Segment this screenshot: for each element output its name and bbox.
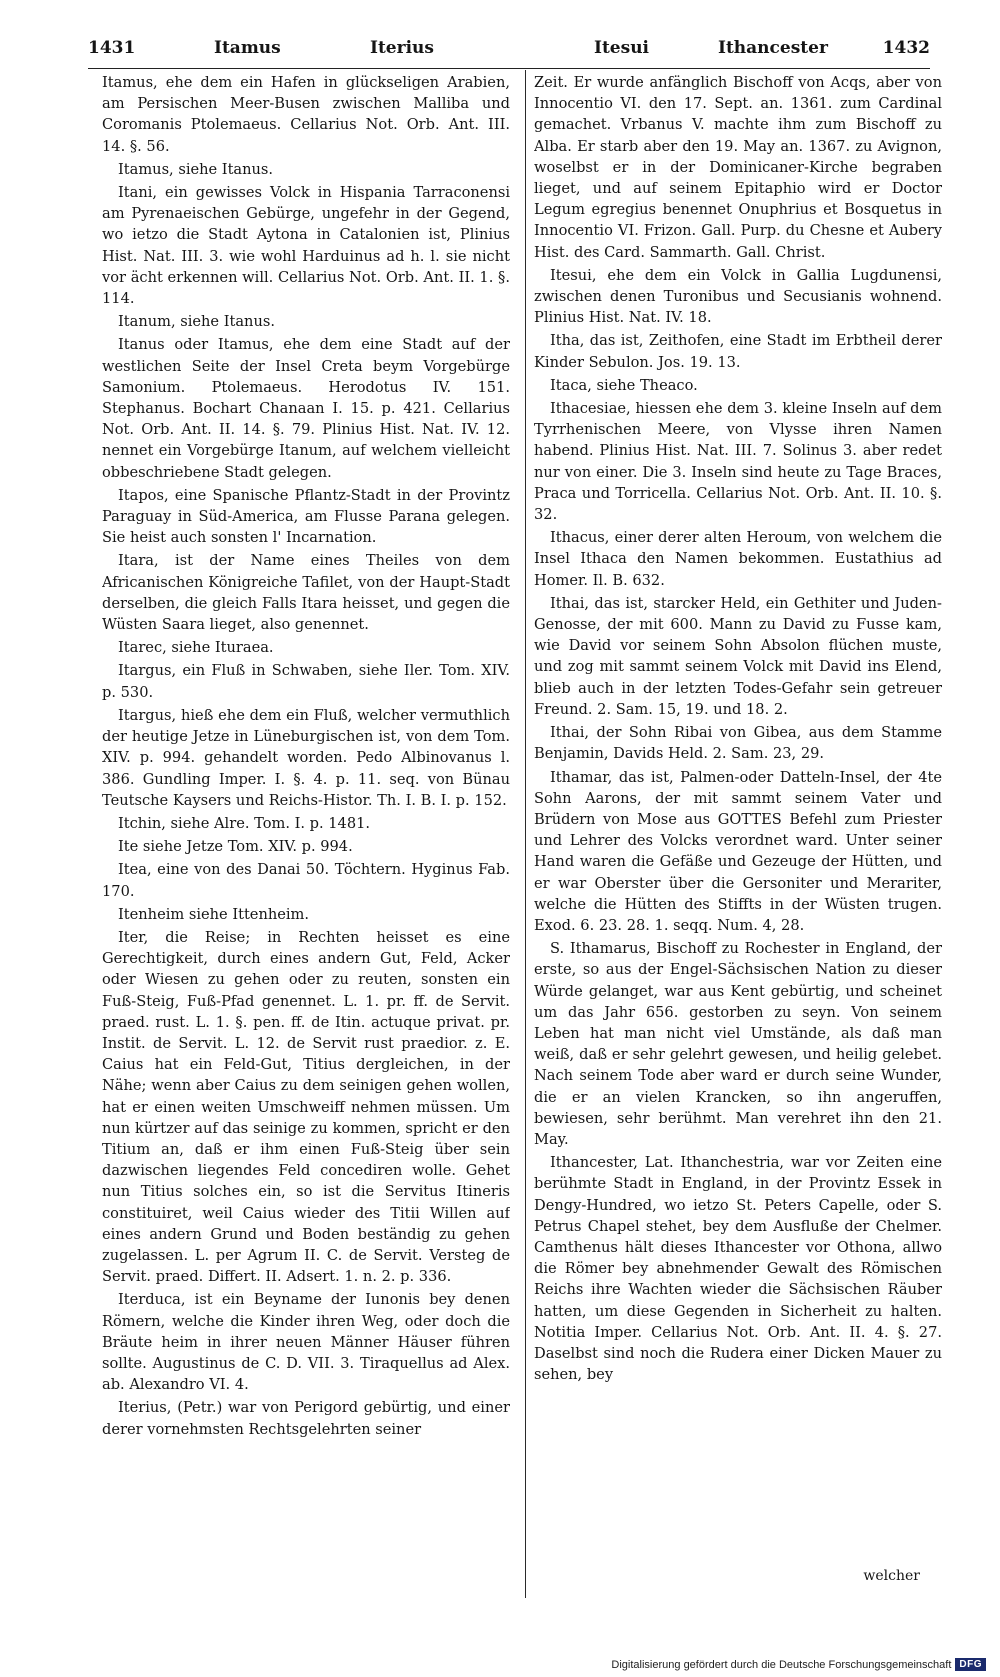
entry: Itanum, siehe Itanus. [118,313,275,331]
entry: Ithacesiae, hiessen ehe dem 3. kleine Inseln auf dem Tyrrhenischen Meere, von Vlysse ihren Namen habend. Plinius Hist. Nat. III. 7. Solinus 3. aber redet nur von einer. Die 3. Inseln sind heute zu Tage Braces, Praca und Torricella. Cellarius Not. Orb. Ant. II. 10. §. 32. [534,400,942,524]
entry: Ithamar, das ist, Palmen-oder Datteln-Insel, der 4te Sohn Aarons, der mit sammt seinem Vater und Brüdern von Mose aus GOTTES Befehl zum Priester und Lehrer des Volcks verordnet ward. Unter seiner Hand waren die Gefäße und Gezeuge der Hütten, und er war Oberster über die Gersoniter und Merariter, welche die Hütten des Stiffts in der Wüsten trugen. Exod. 6. 23. 28. 1. seqq. Num. 4, 28. [534,768,942,934]
entry: Itargus, ein Fluß in Schwaben, siehe Iler. Tom. XIV. p. 530. [102,662,510,701]
entry: Itha, das ist, Zeithofen, eine Stadt im Erbtheil derer Kinder Sebulon. Jos. 19. 13. [534,332,942,371]
entry: Itenheim siehe Ittenheim. [118,905,310,923]
entry: Itamus, ehe dem ein Hafen in glückseligen Arabien, am Persischen Meer-Busen zwischen Malliba und Coromanis Ptolemaeus. Cellarius Not. Orb. Ant. III. 14. §. 56. [102,74,510,155]
entry: Itaca, siehe Theaco. [550,376,698,394]
entry: Ithacus, einer derer alten Heroum, von welchem die Insel Ithaca den Namen bekommen. Eustathius ad Homer. Il. B. 632. [534,529,942,589]
entry: Itapos, eine Spanische Pflantz-Stadt in der Provintz Paraguay in Süd-America, am Flusse Parana gelegen. Sie heist auch sonsten l' Incarnation. [102,486,510,547]
header-keyword-3: Itesui [594,38,650,58]
entry: Itchin, siehe Alre. Tom. I. p. 1481. [118,814,371,832]
entry: S. Ithamarus, Bischoff zu Rochester in England, der erste, so aus der Engel-Sächsischen Nation zu dieser Würde gelanget, war aus Kent gebürtig, und scheinet um das Jahr 656. gestorben zu seyn. Von seinem Leben hat man nicht viel Umstände, als daß man weiß, daß er sehr gelehrt gewesen, und heilig gelebet. Nach seinem Tode aber ward er durch seine Wunder, die er an vielen Krancken, so ihn angeruffen, bewiesen, sehr berühmt. Man verehret ihn den 21. May. [534,940,942,1148]
entry: Ithai, der Sohn Ribai von Gibea, aus dem Stamme Benjamin, Davids Held. 2. Sam. 23, 29. [534,724,942,763]
running-header [88,34,930,68]
credit-text: Digitalisierung gefördert durch die Deutsche Forschungsgemeinschaft [611,1658,952,1671]
entry: Itara, ist der Name eines Theiles von dem Africanischen Königreiche Tafilet, von der Haupt-Stadt derselben, die gleich Falls Itara heisset, und gegen die Wüsten Saara lieget, also genennet. [102,552,510,634]
header-keyword-4: Ithancester [718,38,828,58]
entry: Zeit. Er wurde anfänglich Bischoff von Acqs, aber von Innocentio VI. den 17. Sept. an. 1361. zum Cardinal gemachet. Vrbanus V. machte ihm zum Bischoff zu Alba. Er starb aber den 19. May an. 1367. zu Avignon, woselbst er in der Dominicaner-Kirche begraben lieget, und auf seinem Epitaphio wird er Doctor Legum egregius benennet Onuphrius et Bosquetus in Innocentio VI. Frizon. Gall. Purp. du Chesne et Aubery Hist. des Card. Sammarth. Gall. Christ. [534,74,942,261]
column-divider [525,70,526,1598]
right-column [534,72,942,1594]
entry: Itargus, hieß ehe dem ein Fluß, welcher vermuthlich der heutige Jetze in Lüneburgischen ist, von dem Tom. XIV. p. 994. gehandelt worden. Pedo Albinovanus l. 386. Gundling Imper. I. §. 4. p. 11. seq. von Bünau Teutsche Kaysers und Reichs-Histor. Th. I. B. I. p. 152. [102,706,510,809]
page-number-right: 1432 [882,38,930,58]
header-keyword-2: Iterius [370,38,434,58]
entry: Ithai, das ist, starcker Held, ein Gethiter und Juden-Genosse, der mit 600. Mann zu David zu Fusse kam, wie David vor seinem Sohn Absolon flüchen muste, und zog mit sammt seinem Volck mit David ins Elend, blieb auch in der letzten Todes-Gefahr sein getreuer Freund. 2. Sam. 15, 19. und 18. 2. [534,594,942,718]
entry: Iterius, (Petr.) war von Perigord gebürtig, und einer derer vornehmsten Rechtsgelehrten seiner [102,1399,510,1438]
entry: Itea, eine von des Danai 50. Töchtern. Hyginus Fab. 170. [102,861,510,900]
entry: Itamus, siehe Itanus. [118,160,274,178]
header-rule [88,68,930,69]
digitization-credit [611,1658,986,1671]
entry: Itesui, ehe dem ein Volck in Gallia Lugdunensi, zwischen denen Turonibus und Secusianis wohnend. Plinius Hist. Nat. IV. 18. [534,266,942,327]
entry: Itani, ein gewisses Volck in Hispania Tarraconensi am Pyrenaeischen Gebürge, ungefehr in der Gegend, wo ietzo die Stadt Aytona in Catalonien ist, Plinius Hist. Nat. III. 3. wie wohl Harduinus ad h. l. sie nicht vor ächt erkennen will. Cellarius Not. Orb. Ant. II. 1. §. 114. [102,184,510,308]
header-keyword-1: Itamus [214,38,281,58]
entry: Iter, die Reise; in Rechten heisset es eine Gerechtigkeit, durch eines andern Gut, Feld, Acker oder Wiesen zu gehen oder zu reuten, sonsten ein Fuß-Steig, Fuß-Pfad genennet. L. 1. pr. ff. de Servit. praed. rust. L. 1. §. pen. ff. de Itin. actuque privat. pr. Instit. de Servit. L. 12. de Servit rust praedior. z. E. Caius hat ein Feld-Gut, Titius dergleichen, in der Nähe; wenn aber Caius zu dem seinigen gehen wollen, hat er einen weiten Umschweiff nehmen müssen. Um nun kürtzer auf das seinige zu kommen, spricht er den Titium an, daß er ihm einen Fuß-Steig über sein dazwischen liegendes Feld concediren wolle. Gehet nun Titius solches ein, so ist die Servitus Itineris constituiret, weil Caius wieder des Titii Willen auf eines andern Grund und Boden beständig zu gehen zugelassen. L. per Agrum II. C. de Servit. Versteg de Servit. praed. Differt. II. Adsert. 1. n. 2. p. 336. [102,928,510,1286]
entry: Ite siehe Jetze Tom. XIV. p. 994. [118,838,353,856]
page-number-left: 1431 [88,38,136,58]
dfg-logo: DFG [955,1658,986,1671]
entry: Itanus oder Itamus, ehe dem eine Stadt auf der westlichen Seite der Insel Creta beym Vorgebürge Samonium. Ptolemaeus. Herodotus IV. 151. Stephanus. Bochart Chanaan I. 15. p. 421. Cellarius Not. Orb. Ant. II. 14. §. 79. Plinius Hist. Nat. IV. 12. nennet ein Vorgebürge Itanum, auf welchem vielleicht obbeschriebene Stadt gelegen. [102,336,510,481]
catchword: welcher [863,1568,920,1584]
entry: Ithancester, Lat. Ithanchestria, war vor Zeiten eine berühmte Stadt in England, in der Provintz Essek in Dengy-Hundred, wo ietzo St. Peters Capelle, oder S. Petrus Chapel stehet, bey dem Ausfluße der Chelmer. Camthenus hält dieses Ithancester vor Othona, allwo die Römer bey abnehmender Gewalt des Römischen Reichs ihre Wachten wieder die Sächsischen Räuber hatten, um diese Gegenden in Sicherheit zu halten. Notitia Imper. Cellarius Not. Orb. Ant. II. 4. §. 27. Daselbst sind noch die Rudera einer Dicken Mauer zu sehen, bey [534,1154,942,1384]
entry: Itarec, siehe Ituraea. [118,639,274,657]
entry: Iterduca, ist ein Beyname der Iunonis bey denen Römern, welche die Kinder ihren Weg, oder doch die Bräute heim in ihrer neuen Männer Häuser führen sollte. Augustinus de C. D. VII. 3. Tiraquellus ad Alex. ab. Alexandro VI. 4. [102,1291,510,1394]
left-column [102,72,510,1594]
